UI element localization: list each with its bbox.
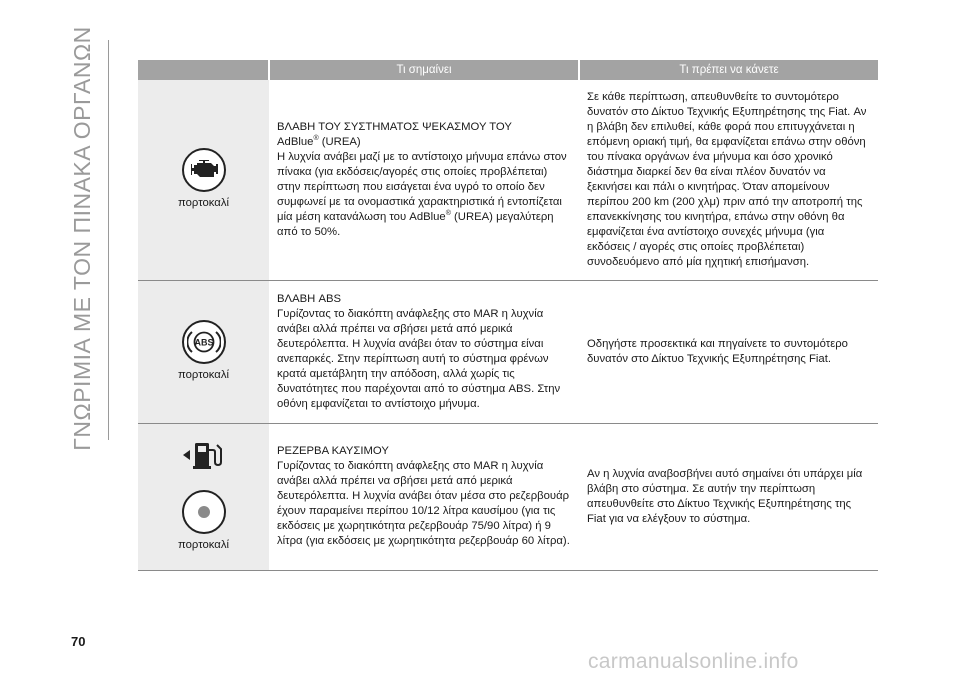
section-title-text: ΓΝΩΡΙΜΙΑ ΜΕ ΤΟΝ ΠΙΝΑΚΑ ΟΡΓΑΝΩΝ [68,25,95,451]
meaning-text: Γυρίζοντας το διακόπτη ανάφλεξης στο MAR η λυχνία ανάβει αλλά πρέπει να σβήσει μετά από μερικά δευτερόλεπτα. Η λυχνία ανάβει όταν το σύστημα είναι ανεπαρκές. Στην περίπτωση αυτή το σύστημα φρένων κρατά αμετάβλητη την απόδοση, αλλά χωρίς τις δυνατότητες που παρέχονται από το σύστημα ABS. Στην οθόνη εμφανίζεται το αντίστοιχο μήνυμα. [277,307,561,410]
color-label: πορτοκαλί [178,197,229,210]
watermark: carmanualsonline.info [588,650,799,673]
row-title: ΡΕΖΕΡΒΑ ΚΑΥΣΙΜΟΥ [277,445,389,457]
action-cell: Αν η λυχνία αναβοσβήνει αυτό σημαίνει ότι υπάρχει μία βλάβη στο σύστημα. Σε αυτήν την περίπτωση απευθυνθείτε στο Δίκτυο Τεχνικής Εξυπηρέτησης της Fiat για να ελέγξουν το σύστημα. [579,423,878,570]
fuel-pump-icon [138,440,269,470]
meaning-cell [269,423,579,570]
section-divider [108,40,109,440]
row-title: ΒΛΑΒΗ ABS [277,292,342,305]
page-number: 70 [71,634,86,649]
row-title: ΒΛΑΒΗ ΤΟΥ ΣΥΣΤΗΜΑΤΟΣ ΨΕΚΑΣΜΟΥ ΤΟΥ AdBlue® (UREA) [277,120,512,148]
action-cell: Σε κάθε περίπτωση, απευθυνθείτε το συντομότερο δυνατόν στο Δίκτυο Τεχνικής Εξυπηρέτησης της Fiat. Αν η βλάβη δεν επιλυθεί, κάθε φορά που επιτυγχάνεται η επόμενη οριακή τιμή, θα εμφανίζεται επάνω στην οθόνη του πίνακα οργάνων ένα μήνυμα και όσο χρονικό διάστημα διαρκεί δεν θα είναι πλέον δυνατόν να ξεκινήσει και πάλι ο κινητήρας. Όταν απομείνουν περίπου 200 km (200 χλμ) πριν από την αποτροπή της επανεκκίνησης του κινητήρα, επάνω στην οθόνη θα εμφανίζεται ένα αντίστοιχο συνεχές μήνυμα (για εκδόσεις / αγορές στις οποίες προβλέπεται) συνοδευόμενο από μία ηχητική επισήμανση. [579,80,878,280]
engine-check-icon [182,148,226,192]
header-meaning: Τι σημαίνει [269,60,579,80]
table-row [138,280,878,423]
header-action: Τι πρέπει να κάνετε [579,60,878,80]
action-cell: Οδηγήστε προσεκτικά και πηγαίνετε το συντομότερο δυνατόν στο Δίκτυο Τεχνικής Εξυπηρέτησης Fiat. [579,280,878,423]
color-label: πορτοκαλί [178,369,229,381]
icon-cell [138,423,269,570]
warning-lights-table [138,60,878,571]
fuel-reserve-dot-icon [182,490,226,534]
abs-icon [182,320,226,364]
meaning-cell [269,280,579,423]
meaning-text: Γυρίζοντας το διακόπτη ανάφλεξης στο MAR η λυχνία ανάβει αλλά πρέπει να σβήσει μετά από μερικά δευτερόλεπτα. Η λυχνία ανάβει όταν μέσα στο ρεζερβουάρ έχουν παραμείνει περίπου 10/12 λίτρα καυσίμου (για τις εκδόσεις με χωρητικότητα ρεζερβουάρ 75/90 λίτρα) ή 9 λίτρα (για εκδόσεις με χωρητικότητα ρεζερβουάρ 60 λίτρα). [277,460,570,547]
table-row [138,80,878,280]
table-row [138,423,878,570]
svg-text:ABS: ABS [193,337,214,348]
meaning-text: Η λυχνία ανάβει μαζί με το αντίστοιχο μήνυμα επάνω στον πίνακα (για εκδόσεις/αγορές στις οποίες προβλέπεται) στην περίπτωση που εισάγεται ένα υγρό το οποίο δεν συμφωνεί με τα ονομαστικά χαρακτηριστικά ή εντοπίζεται μία μέση κατανάλωση του AdBlue® (UREA) μεγαλύτερη από το 50%. [277,150,567,238]
color-label: πορτοκαλί [178,539,229,551]
header-icon-column [138,60,269,80]
section-title [62,25,102,451]
icon-cell [138,280,269,423]
icon-cell [138,80,269,280]
table-header-row [138,60,878,80]
meaning-cell [269,80,579,280]
